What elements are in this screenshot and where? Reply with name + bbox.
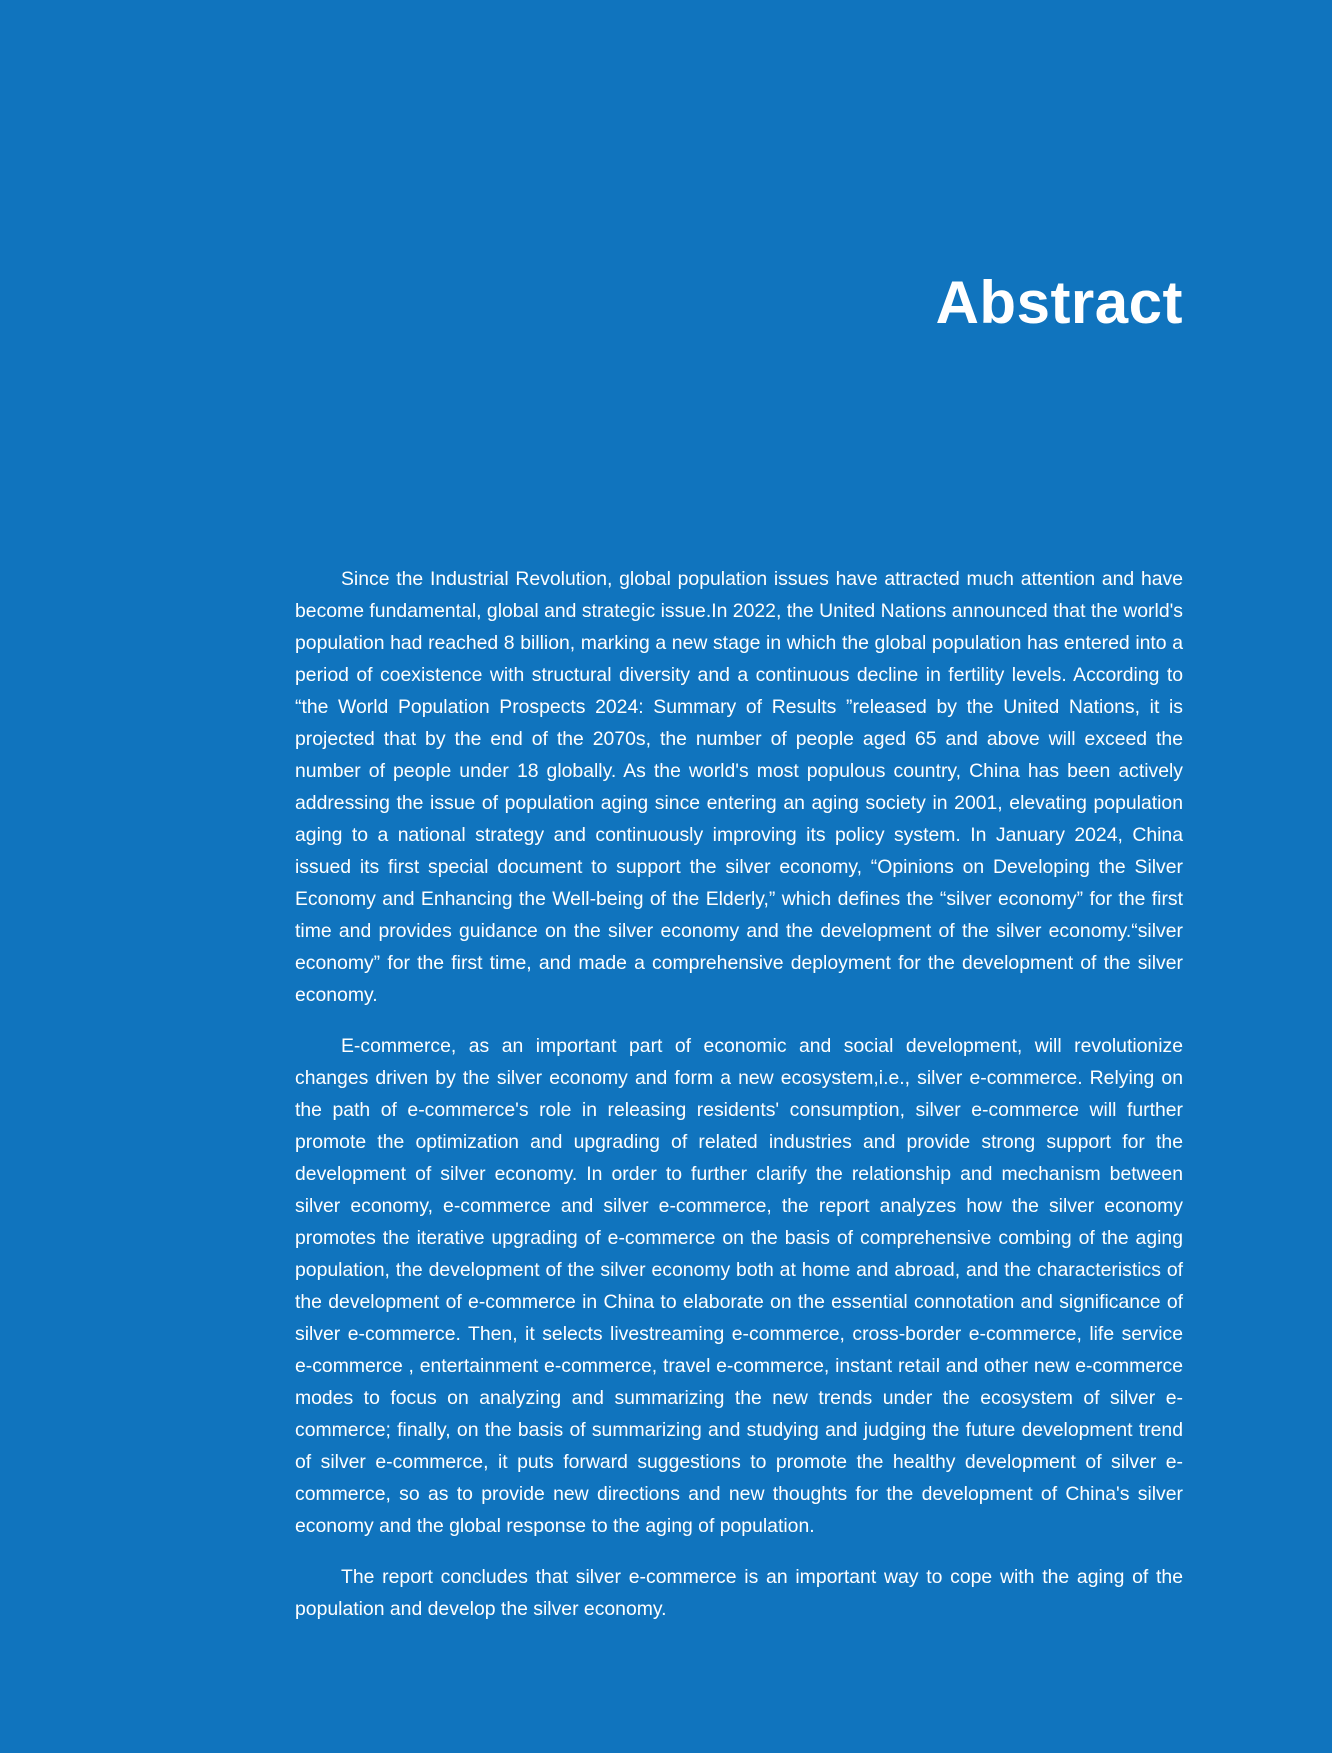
abstract-body xyxy=(295,563,1183,1644)
abstract-paragraph-1: Since the Industrial Revolution, global population issues have attracted much attention and have become fundamental, global and strategic issue.In 2022, the United Nations announced that the world's population had reached 8 billion, marking a new stage in which the global population has entered into a period of coexistence with structural diversity and a continuous decline in fertility levels. According to “the World Population Prospects 2024: Summary of Results ”released by the United Nations, it is projected that by the end of the 2070s, the number of people aged 65 and above will exceed the number of people under 18 globally. As the world's most populous country, China has been actively addressing the issue of population aging since entering an aging society in 2001, elevating population aging to a national strategy and continuously improving its policy system. In January 2024, China issued its first special document to support the silver economy, “Opinions on Developing the Silver Economy and Enhancing the Well-being of the Elderly,” which defines the “silver economy” for the first time and provides guidance on the silver economy and the development of the silver economy.“silver economy” for the first time, and made a comprehensive deployment for the development of the silver economy. xyxy=(295,568,1183,1006)
page-title: Abstract xyxy=(935,269,1183,336)
abstract-paragraph-2: E-commerce, as an important part of economic and social development, will revolutionize changes driven by the silver economy and form a new ecosystem,i.e., silver e-commerce. Relying on the path of e-commerce's role in releasing residents' consumption, silver e-commerce will further promote the optimization and upgrading of related industries and provide strong support for the development of silver economy. In order to further clarify the relationship and mechanism between silver economy, e-commerce and silver e-commerce, the report analyzes how the silver economy promotes the iterative upgrading of e-commerce on the basis of comprehensive combing of the aging population, the development of the silver economy both at home and abroad, and the characteristics of the development of e-commerce in China to elaborate on the essential connotation and significance of silver e-commerce. Then, it selects livestreaming e-commerce, cross-border e-commerce, life service e-commerce , entertainment e-commerce, travel e-commerce, instant retail and other new e-commerce modes to focus on analyzing and summarizing the new trends under the ecosystem of silver e-commerce; finally, on the basis of summarizing and studying and judging the future development trend of silver e-commerce, it puts forward suggestions to promote the healthy development of silver e-commerce, so as to provide new directions and new thoughts for the development of China's silver economy and the global response to the aging of population. xyxy=(295,1035,1183,1537)
abstract-paragraph-3: The report concludes that silver e-commerce is an important way to cope with the aging of the population and develop the silver economy. xyxy=(295,1566,1183,1620)
